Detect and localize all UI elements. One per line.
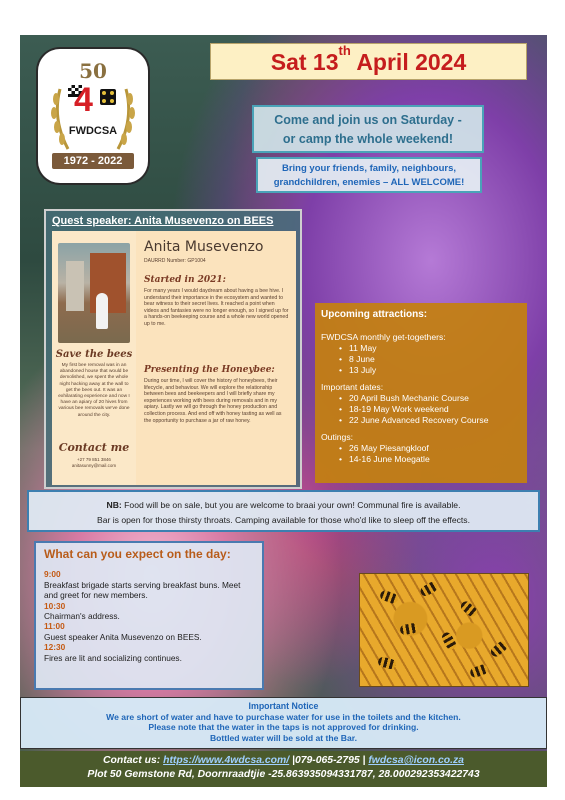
list-item: • 18-19 May Work weekend [339, 404, 521, 415]
save-bees-title: Save the bees [55, 349, 133, 360]
attractions-section [321, 432, 521, 465]
schedule-text: Chairman's address. [44, 611, 120, 622]
schedule-item [44, 569, 254, 600]
logo-anniversary-number: 50 [79, 59, 107, 83]
list-item: • 22 June Advanced Recovery Course [339, 415, 521, 426]
list-item: • 14-16 June Moegatle [339, 454, 521, 465]
list-item: • 20 April Bush Mechanic Course [339, 393, 521, 404]
date-suffix: th [338, 43, 351, 58]
schedule-item [44, 601, 254, 622]
speaker-registration: DAURRD Number: GP1004 [144, 258, 206, 264]
important-notice-box [20, 697, 547, 749]
welcome-line-2: grandchildren, enemies – ALL WELCOME! [273, 177, 465, 188]
upcoming-attractions-box [315, 303, 527, 483]
website-link[interactable]: https://www.4wdcsa.com/ [163, 755, 290, 766]
club-logo [38, 49, 148, 183]
schedule-item [44, 621, 254, 642]
notice-line-1: We are short of water and have to purchase water for use in the toilets and the kitchen. [106, 711, 461, 722]
welcome-box [256, 157, 482, 193]
contact-footer [20, 751, 547, 787]
footer-phone: |079-065-2795 | [289, 755, 369, 766]
presenting-title: Presenting the Honeybee: [144, 365, 275, 375]
nb-food-bar-box [27, 490, 540, 532]
contact-me-title: Contact me [58, 441, 130, 454]
invite-line-2: or camp the whole weekend! [282, 132, 454, 146]
schedule-time: 11:00 [44, 621, 65, 632]
event-date-banner [210, 43, 527, 80]
schedule-time: 9:00 [44, 569, 61, 580]
contact-me-details: +27 79 851 3846 anitasunny@mail.com [71, 457, 117, 468]
schedule-text: Breakfast brigade starts serving breakfast buns. Meet and greet for new members. [44, 579, 241, 601]
guest-speaker-panel [44, 209, 302, 489]
nb-text: Food will be on sale, but you are welcome to braai your own! Communal fire is available. [121, 500, 461, 510]
started-title: Started in 2021: [144, 275, 227, 285]
list-item: • 8 June [339, 354, 521, 365]
notice-title: Important Notice [248, 701, 319, 711]
logo-abbreviation: FWDCSA [68, 125, 118, 137]
invite-box [252, 105, 484, 153]
attractions-section [321, 332, 521, 376]
attractions-section-heading: FWDCSA monthly get-togethers: [321, 332, 446, 342]
invite-line-1: Come and join us on Saturday - [274, 113, 462, 127]
nb-line-1 [29, 498, 538, 513]
schedule-text: Guest speaker Anita Musevenzo on BEES. [44, 631, 202, 642]
started-text: For many years I would daydream about having a bee hive. I understand their importance in the ecosystem and wanted to bear witness to their secret lives. It reached a point when videos and fantasies were no longer enough, so I signed up for a hands-on beekeeping course and a whole new world opened up to me. [144, 288, 289, 327]
logo-digit: 4 [74, 81, 93, 119]
nb-label: NB: [106, 500, 122, 510]
speaker-card [52, 231, 296, 485]
welcome-line-1: Bring your friends, family, neighbours, [281, 163, 456, 174]
logo-years: 1972 - 2022 [52, 153, 134, 169]
date-rest: April 2024 [350, 49, 467, 75]
email-link[interactable]: fwdcsa@icon.co.za [368, 755, 464, 766]
notice-line-2: Please note that the water in the taps is not approved for drinking. [148, 722, 419, 732]
list-item: • 26 May Piesangkloof [339, 443, 521, 454]
schedule-title: What can you expect on the day: [44, 547, 231, 561]
day-schedule-box [34, 541, 264, 690]
attractions-section [321, 382, 521, 426]
speaker-card-sidebar [52, 231, 136, 485]
schedule-item [44, 642, 254, 663]
schedule-time: 10:30 [44, 600, 66, 611]
save-bees-text: My first bee removal was in an abandoned house that would be demolished, we spent the whole night hacking away at the wall to get the bees out. It was an exhilarating experience and now I have an apiary of 20 hives from various bee removals we've done around the city. [58, 363, 130, 418]
schedule-text: Fires are lit and socializing continues. [44, 652, 182, 663]
list-item: • 11 May [339, 343, 521, 354]
footer-address: Plot 50 Gemstone Rd, Doornraadtjie -25.863935094331787, 28.000292353422743 [87, 769, 480, 780]
nb-line-2: Bar is open for those thirsty throats. Camping available for those who'd like to sleep off the effects. [97, 515, 470, 525]
bees-honeycomb-image [359, 573, 529, 687]
footer-contact-label: Contact us: [103, 755, 164, 766]
attractions-section-heading: Outings: [321, 432, 354, 442]
date-day: Sat 13 [270, 49, 339, 75]
schedule-time: 12:30 [44, 642, 66, 653]
flyer-page [20, 35, 547, 787]
footer-contact-line [20, 754, 547, 768]
speaker-heading: Quest speaker: Anita Musevenzo on BEES [52, 215, 274, 227]
list-item: • 13 July [339, 365, 521, 376]
beekeeper-photo [58, 243, 130, 343]
speaker-name: Anita Musevenzo [144, 239, 264, 255]
attractions-title: Upcoming attractions: [321, 309, 428, 320]
notice-line-3: Bottled water will be sold at the Bar. [209, 732, 358, 743]
presenting-text: During our time, I will cover the history of honeybees, their lifecycle, and behaviour. We will explore the relationship between bees and beekeepers and I will briefly share my experiences working with bees during removals and in my apiary. Lastly we will go through the honey production and collection process. And end off with honey tasting as well as the opportunity to purchase a jar of raw honey. [144, 378, 282, 424]
attractions-section-heading: Important dates: [321, 382, 384, 392]
dice-icon [100, 89, 116, 105]
